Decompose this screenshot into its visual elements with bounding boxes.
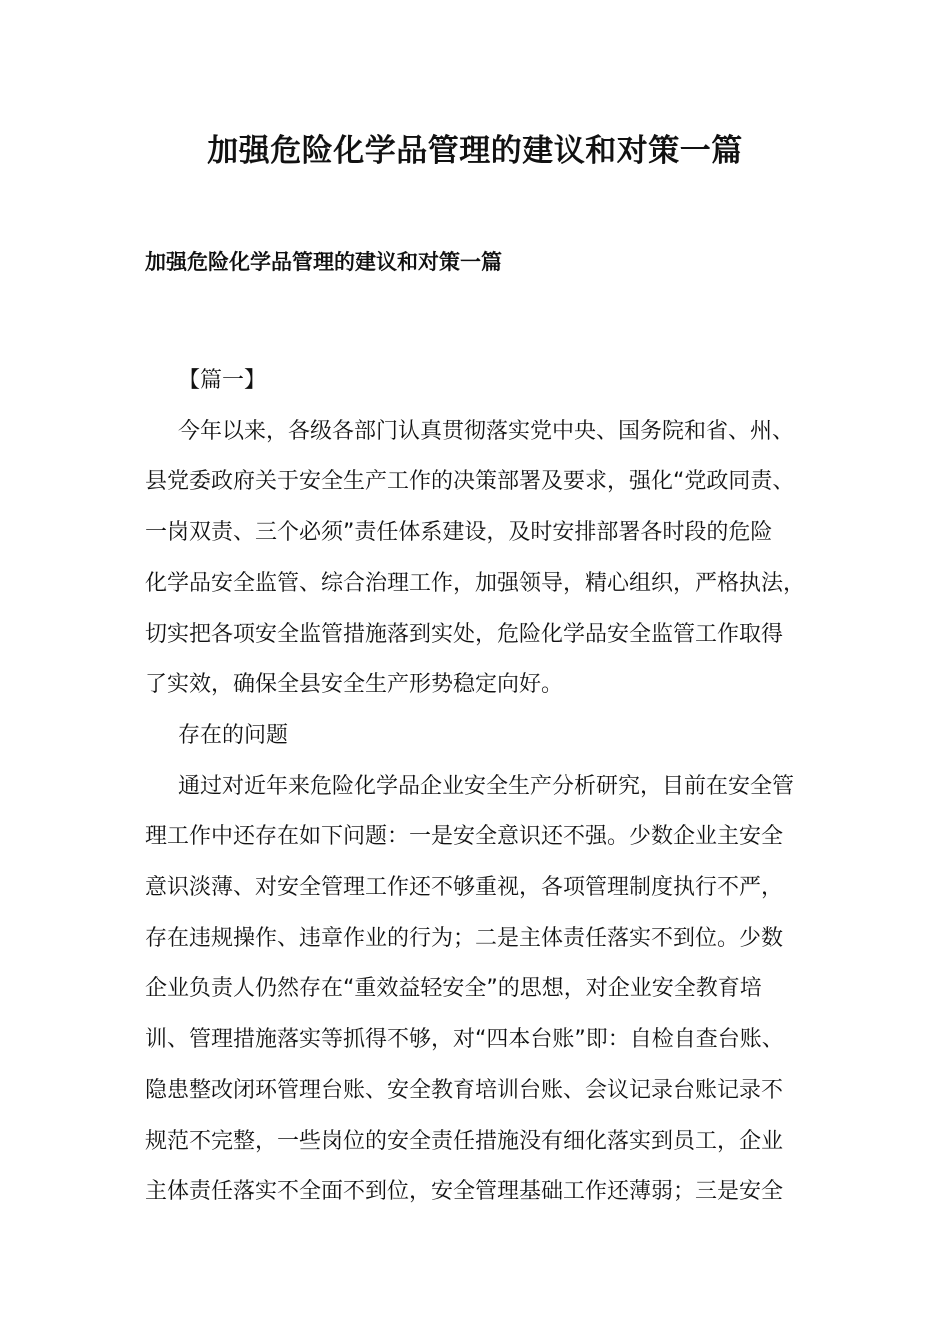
paragraph-intro <box>145 407 825 711</box>
text-line: 一岗双责、三个必须”责任体系建设，及时安排部署各时段的危险 <box>145 520 773 546</box>
document-title: 加强危险化学品管理的建议和对策一篇 <box>207 133 743 169</box>
text-line: 主体责任落实不全面不到位，安全管理基础工作还薄弱；三是安全 <box>145 1179 784 1205</box>
text-line: 存在违规操作、违章作业的行为；二是主体责任落实不到位。少数 <box>145 925 784 951</box>
text-line: 存在的问题 <box>178 722 289 748</box>
text-line: 意识淡薄、对安全管理工作还不够重视，各项管理制度执行不严， <box>145 875 784 901</box>
text-line: 切实把各项安全监管措施落到实处，危险化学品安全监管工作取得 <box>145 621 784 647</box>
text-line: 【篇一】 <box>178 368 267 393</box>
text-line: 了实效，确保全县安全生产形势稳定向好。 <box>145 672 564 698</box>
text-line: 隐患整改闭环管理台账、安全教育培训台账、会议记录台账记录不 <box>145 1077 784 1103</box>
document-subtitle: 加强危险化学品管理的建议和对策一篇 <box>145 250 502 274</box>
text-line: 今年以来，各级各部门认真贯彻落实党中央、国务院和省、州、 <box>178 418 795 444</box>
text-line: 理工作中还存在如下问题：一是安全意识还不强。少数企业主安全 <box>145 824 784 850</box>
paragraph-section-label <box>145 356 825 407</box>
paragraph-heading-problems <box>145 711 825 762</box>
text-line: 企业负责人仍然存在“重效益轻安全”的思想，对企业安全教育培 <box>145 976 762 1002</box>
text-line: 县党委政府关于安全生产工作的决策部署及要求，强化“党政同责、 <box>145 469 795 495</box>
paragraph-problems <box>145 762 825 1218</box>
document-body <box>145 356 825 1218</box>
text-line: 训、管理措施落实等抓得不够，对“四本台账”即：自检自查台账、 <box>145 1027 784 1053</box>
text-line: 通过对近年来危险化学品企业安全生产分析研究，目前在安全管 <box>178 773 795 799</box>
text-line: 规范不完整，一些岗位的安全责任措施没有细化落实到员工，企业 <box>145 1128 784 1154</box>
text-line: 化学品安全监管、综合治理工作，加强领导，精心组织，严格执法， <box>145 570 806 596</box>
